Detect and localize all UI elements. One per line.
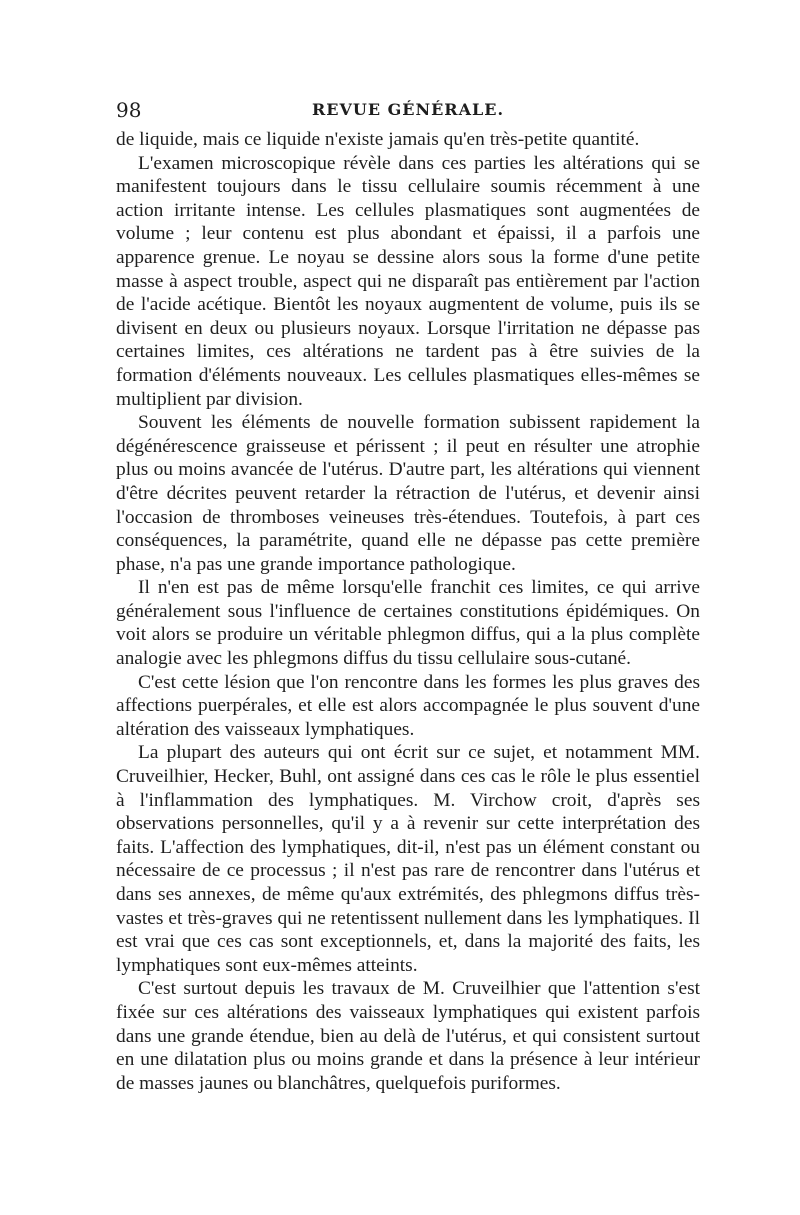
page-number: 98	[116, 98, 142, 122]
paragraph: La plupart des auteurs qui ont écrit sur ce sujet, et notamment MM. Cruveilhier, Hecker, Buhl, ont assigné dans ces cas le rôle le plus essentiel à l'inflammation des lymphatiques. M. Virchow croit, d'après ses observations personnelles, qu'il y a à revenir sur cette interprétation des faits. L'affection des lymphatiques, dit-il, n'est pas un élément constant ou nécessaire de ce processus ; il n'est pas rare de rencontrer dans l'utérus et dans ses annexes, de même qu'aux extrémités, des phlegmons diffus très-vastes et très-graves qui ne retentissent nullement dans les lymphatiques. Il est vrai que ces cas sont exceptionnels, et, dans la majorité des faits, les lymphatiques sont eux-mêmes atteints.	[116, 742, 700, 976]
paragraph: Il n'en est pas de même lorsqu'elle franchit ces limites, ce qui arrive généralement sous l'influence de certaines constitutions épidémiques. On voit alors se produire un véritable phlegmon diffus, qui a la plus complète analogie avec les phlegmons diffus du tissu cellulaire sous-cutané.	[116, 577, 700, 670]
paragraph: C'est cette lésion que l'on rencontre dans les formes les plus graves des affections puerpérales, et elle est alors accompagnée le plus souvent d'une altération des vaisseaux lymphatiques.	[116, 671, 700, 740]
paragraph: de liquide, mais ce liquide n'existe jamais qu'en très-petite quantité.	[116, 129, 640, 150]
paragraph: Souvent les éléments de nouvelle formation subissent rapidement la dégénérescence graisseuse et périssent ; il peut en résulter une atrophie plus ou moins avancée de l'utérus. D'autre part, les altérations qui viennent d'être décrites peuvent retarder la rétraction de l'utérus, et devenir ainsi l'occasion de thromboses veineuses très-étendues. Toutefois, à part ces conséquences, la paramétrite, quand elle ne dépasse pas cette première phase, n'a pas une grande importance pathologique.	[116, 412, 700, 575]
running-title: REVUE GÉNÉRALE.	[311, 100, 505, 119]
page-header	[116, 96, 700, 126]
paragraph: C'est surtout depuis les travaux de M. Cruveilhier que l'attention s'est fixée sur ces altérations des vaisseaux lymphatiques qui existent parfois dans une grande étendue, bien au delà de l'utérus, et qui consistent surtout en une dilatation plus ou moins grande et dans la présence à leur intérieur de masses jaunes ou blanchâtres, quelquefois puriformes.	[116, 978, 700, 1094]
body-text	[116, 128, 700, 1095]
paragraph: L'examen microscopique révèle dans ces parties les altérations qui se manifestent toujours dans le tissu cellulaire soumis récemment à une action irritante intense. Les cellules plasmatiques sont augmentées de volume ; leur contenu est plus abondant et épaissi, il a parfois une apparence grenue. Le noyau se dessine alors sous la forme d'une petite masse à aspect trouble, aspect qui ne disparaît pas entièrement par l'action de l'acide acétique. Bientôt les noyaux augmentent de volume, puis ils se divisent en deux ou plusieurs noyaux. Lorsque l'irritation ne dépasse pas certaines limites, ces altérations ne tardent pas à être suivies de la formation d'éléments nouveaux. Les cellules plasmatiques elles-mêmes se multiplient par division.	[116, 152, 700, 410]
